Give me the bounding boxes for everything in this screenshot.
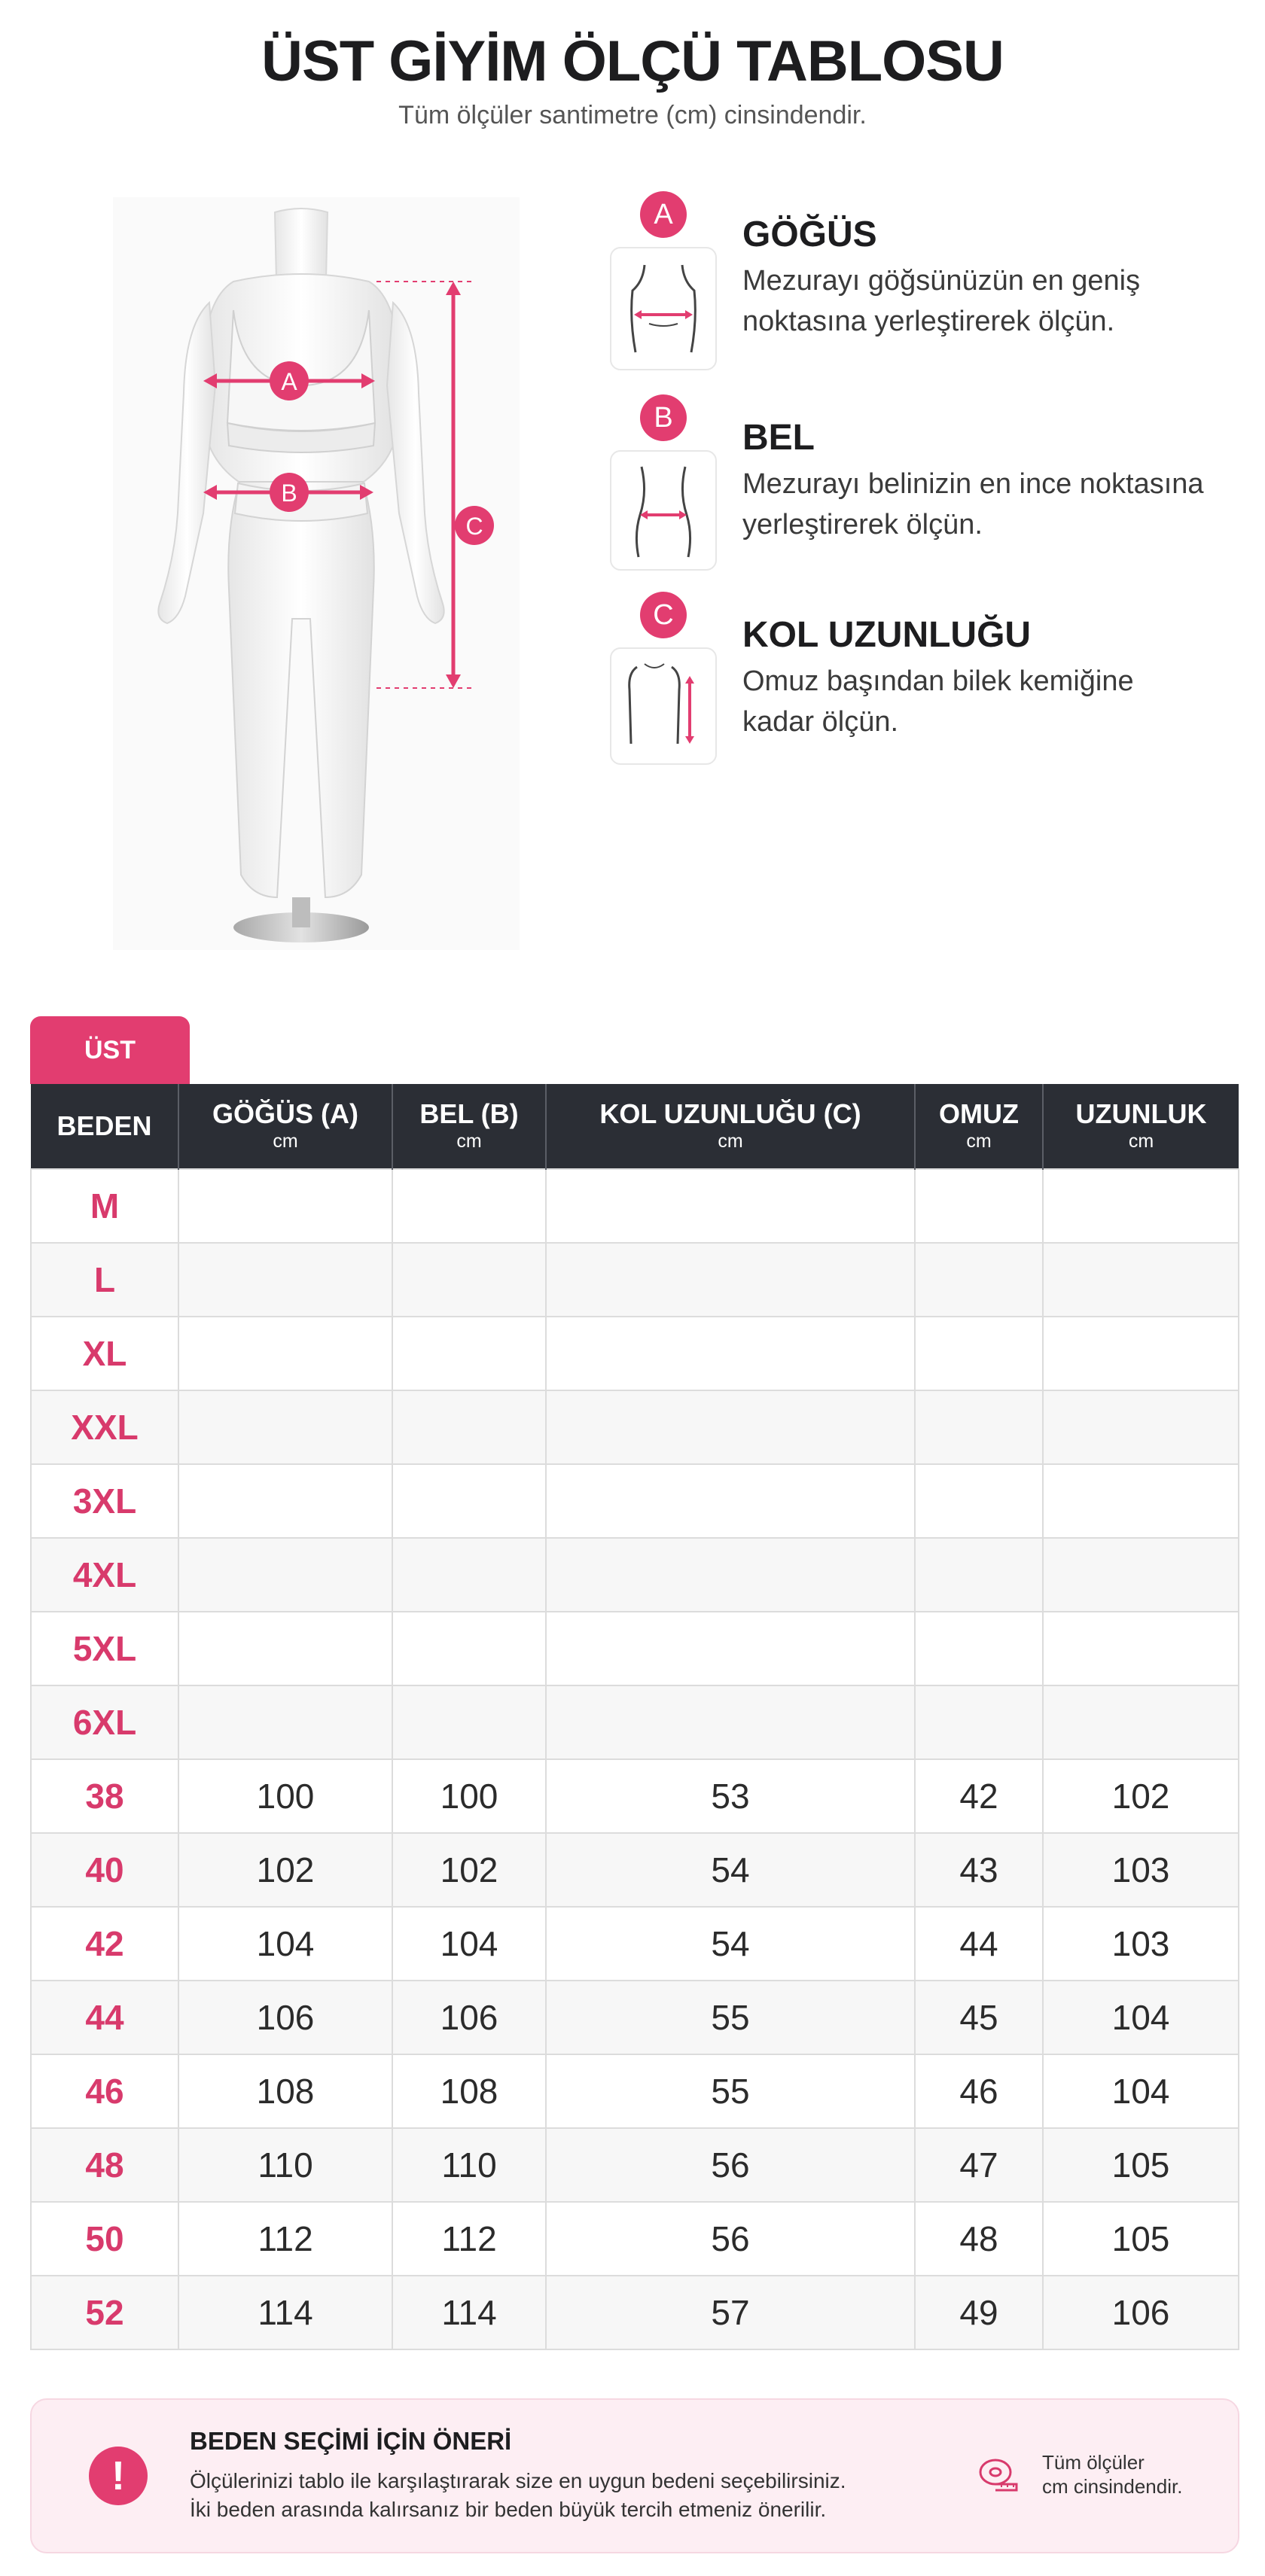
measurement-cell: 43 xyxy=(915,1833,1043,1907)
measuring-tape-icon xyxy=(977,2456,1020,2497)
measurement-cell xyxy=(546,1685,915,1759)
measurement-cell: 49 xyxy=(915,2276,1043,2349)
measurement-cell: 110 xyxy=(392,2128,546,2202)
measurement-cell: 104 xyxy=(392,1907,546,1981)
mannequin-illustration xyxy=(113,197,520,950)
guide-badge-b: B xyxy=(640,394,687,441)
table-row xyxy=(31,2128,1239,2202)
table-row xyxy=(31,1685,1239,1759)
measurement-cell xyxy=(178,1317,392,1390)
column-header xyxy=(546,1084,915,1169)
measurement-cell: 55 xyxy=(546,2054,915,2128)
measurement-cell xyxy=(178,1169,392,1243)
guide-desc-line: Omuz başından bilek kemiğine xyxy=(742,665,1134,697)
measurement-cell xyxy=(392,1685,546,1759)
measurement-cell xyxy=(915,1538,1043,1612)
column-header-label: UZUNLUK xyxy=(1075,1098,1207,1129)
measurement-cell: 104 xyxy=(1043,2054,1239,2128)
measurement-cell: 114 xyxy=(392,2276,546,2349)
measurement-cell: 54 xyxy=(546,1907,915,1981)
measurement-cell xyxy=(915,1612,1043,1685)
measurement-cell xyxy=(1043,1464,1239,1538)
guide-chest xyxy=(608,191,1241,372)
measurement-cell xyxy=(1043,1390,1239,1464)
column-header-unit: cm xyxy=(966,1131,992,1152)
measurement-cell xyxy=(392,1243,546,1317)
measurement-cell: 56 xyxy=(546,2202,915,2276)
note-line-2: İki beden arasında kalırsanız bir beden büyük tercih etmeniz önerilir. xyxy=(190,2498,827,2521)
measurement-cell xyxy=(915,1685,1043,1759)
page-subtitle: Tüm ölçüler santimetre (cm) cinsindendir. xyxy=(398,101,867,129)
size-label-cell: 42 xyxy=(31,1907,178,1981)
measurement-cell xyxy=(546,1317,915,1390)
measurement-cell xyxy=(1043,1685,1239,1759)
size-label-cell: 6XL xyxy=(31,1685,178,1759)
table-row xyxy=(31,1390,1239,1464)
size-table xyxy=(30,1084,1239,2350)
measurement-cell: 106 xyxy=(1043,2276,1239,2349)
measurement-cell xyxy=(178,1390,392,1464)
marker-c: C xyxy=(465,513,483,540)
column-header xyxy=(1043,1084,1239,1169)
measurement-cell: 42 xyxy=(915,1759,1043,1833)
measurement-cell: 44 xyxy=(915,1907,1043,1981)
arm-measure-icon xyxy=(610,647,717,765)
measurement-cell xyxy=(915,1169,1043,1243)
measurement-cell: 106 xyxy=(392,1981,546,2054)
size-label-cell: 4XL xyxy=(31,1538,178,1612)
measurement-cell: 102 xyxy=(178,1833,392,1907)
measurement-cell: 102 xyxy=(1043,1759,1239,1833)
measurement-cell xyxy=(392,1317,546,1390)
measurement-cell xyxy=(1043,1243,1239,1317)
measurement-cell xyxy=(915,1317,1043,1390)
measurement-cell: 55 xyxy=(546,1981,915,2054)
table-row xyxy=(31,1833,1239,1907)
measurement-cell: 104 xyxy=(1043,1981,1239,2054)
table-row xyxy=(31,2054,1239,2128)
guide-desc-waist xyxy=(742,464,1239,545)
guide-badge-c: C xyxy=(640,592,687,638)
column-header xyxy=(31,1084,178,1169)
guide-title-waist: BEL xyxy=(742,418,815,458)
measurement-cell xyxy=(392,1390,546,1464)
note-line-1: Ölçülerinizi tablo ile karşılaştırarak size en uygun bedeni seçebilirsiniz. xyxy=(190,2469,846,2492)
measurement-cell xyxy=(1043,1538,1239,1612)
alert-icon: ! xyxy=(89,2447,148,2505)
measurement-cell: 106 xyxy=(178,1981,392,2054)
measurement-cell xyxy=(392,1538,546,1612)
column-header-label: BEL (B) xyxy=(419,1098,519,1129)
measurement-cell: 100 xyxy=(178,1759,392,1833)
table-body xyxy=(31,1169,1239,2349)
size-label-cell: 46 xyxy=(31,2054,178,2128)
measurement-cell: 46 xyxy=(915,2054,1043,2128)
note-title: BEDEN SEÇİMİ İÇİN ÖNERİ xyxy=(190,2427,512,2455)
measurement-cell: 100 xyxy=(392,1759,546,1833)
size-label-cell: M xyxy=(31,1169,178,1243)
table-row xyxy=(31,1981,1239,2054)
column-header-label: OMUZ xyxy=(939,1098,1019,1129)
column-header-unit: cm xyxy=(456,1131,482,1152)
measurement-cell: 104 xyxy=(178,1907,392,1981)
size-label-cell: 44 xyxy=(31,1981,178,2054)
chest-measure-icon xyxy=(610,247,717,370)
guide-desc-line: noktasına yerleştirerek ölçün. xyxy=(742,306,1115,337)
measurement-cell xyxy=(915,1390,1043,1464)
measurement-cell: 54 xyxy=(546,1833,915,1907)
measurement-cell: 57 xyxy=(546,2276,915,2349)
measurement-cell xyxy=(546,1243,915,1317)
table-row xyxy=(31,1612,1239,1685)
measurement-cell xyxy=(178,1538,392,1612)
size-label-cell: L xyxy=(31,1243,178,1317)
table-header-row xyxy=(31,1084,1239,1169)
measurement-cell xyxy=(392,1464,546,1538)
size-label-cell: 40 xyxy=(31,1833,178,1907)
measurement-cell xyxy=(178,1612,392,1685)
measurement-cell xyxy=(178,1243,392,1317)
measurement-cell xyxy=(546,1390,915,1464)
waist-measure-icon xyxy=(610,450,717,571)
measurement-cell: 112 xyxy=(392,2202,546,2276)
tab-ust[interactable]: ÜST xyxy=(30,1016,190,1084)
size-label-cell: XXL xyxy=(31,1390,178,1464)
measurement-cell xyxy=(1043,1612,1239,1685)
measurement-cell xyxy=(915,1464,1043,1538)
measurement-cell: 56 xyxy=(546,2128,915,2202)
measurement-cell xyxy=(546,1169,915,1243)
column-header-unit: cm xyxy=(1128,1131,1154,1152)
marker-b: B xyxy=(281,480,297,507)
measurement-cell xyxy=(546,1538,915,1612)
measurement-cell: 102 xyxy=(392,1833,546,1907)
measurement-cell: 114 xyxy=(178,2276,392,2349)
table-row xyxy=(31,1759,1239,1833)
mannequin-figure xyxy=(113,197,520,950)
size-label-cell: 48 xyxy=(31,2128,178,2202)
column-header-unit: cm xyxy=(718,1131,743,1152)
measurement-cell: 45 xyxy=(915,1981,1043,2054)
guide-title-arm: KOL UZUNLUĞU xyxy=(742,615,1032,655)
guide-desc-line: yerleştirerek ölçün. xyxy=(742,509,983,540)
measurement-cell xyxy=(915,1243,1043,1317)
measurement-cell xyxy=(392,1612,546,1685)
measurement-cell: 108 xyxy=(392,2054,546,2128)
table-row xyxy=(31,1907,1239,1981)
guide-desc-line: Mezurayı belinizin en ince noktasına xyxy=(742,468,1204,500)
measurement-cell: 112 xyxy=(178,2202,392,2276)
guide-badge-a: A xyxy=(640,191,687,238)
guide-title-chest: GÖĞÜS xyxy=(742,215,877,254)
measurement-cell xyxy=(178,1464,392,1538)
guide-desc-chest xyxy=(742,260,1239,342)
column-header-label: GÖĞÜS (A) xyxy=(212,1098,358,1129)
table-row xyxy=(31,1243,1239,1317)
measurement-cell xyxy=(1043,1169,1239,1243)
table-row xyxy=(31,2202,1239,2276)
size-label-cell: 5XL xyxy=(31,1612,178,1685)
column-header xyxy=(178,1084,392,1169)
measurement-cell: 110 xyxy=(178,2128,392,2202)
measurement-cell xyxy=(546,1464,915,1538)
measurement-cell: 103 xyxy=(1043,1833,1239,1907)
measurement-cell xyxy=(178,1685,392,1759)
size-label-cell: 38 xyxy=(31,1759,178,1833)
note-side-line-2: cm cinsindendir. xyxy=(1042,2475,1183,2498)
guide-arm xyxy=(608,592,1241,772)
measurement-cell xyxy=(392,1169,546,1243)
table-row xyxy=(31,2276,1239,2349)
size-label-cell: 52 xyxy=(31,2276,178,2349)
column-header-label: KOL UZUNLUĞU (C) xyxy=(599,1098,861,1129)
marker-a: A xyxy=(281,368,297,395)
guide-desc-arm xyxy=(742,661,1239,742)
table-row xyxy=(31,1317,1239,1390)
column-header-label: BEDEN xyxy=(56,1110,152,1141)
page-title: ÜST GİYİM ÖLÇÜ TABLOSU xyxy=(261,29,1004,93)
note-side-line-1: Tüm ölçüler xyxy=(1042,2451,1145,2474)
size-label-cell: 50 xyxy=(31,2202,178,2276)
table-row xyxy=(31,1538,1239,1612)
table-row xyxy=(31,1169,1239,1243)
measurement-cell xyxy=(1043,1317,1239,1390)
measurement-cell: 105 xyxy=(1043,2202,1239,2276)
column-header xyxy=(915,1084,1043,1169)
measurement-cell: 105 xyxy=(1043,2128,1239,2202)
size-advice-note xyxy=(30,2398,1239,2553)
measurement-cell: 48 xyxy=(915,2202,1043,2276)
guide-desc-line: kadar ölçün. xyxy=(742,706,899,738)
measurement-cell: 103 xyxy=(1043,1907,1239,1981)
size-label-cell: 3XL xyxy=(31,1464,178,1538)
measurement-cell: 53 xyxy=(546,1759,915,1833)
measurement-cell xyxy=(546,1612,915,1685)
measurement-cell: 108 xyxy=(178,2054,392,2128)
guide-desc-line: Mezurayı göğsünüzün en geniş xyxy=(742,265,1141,297)
measurement-cell: 47 xyxy=(915,2128,1043,2202)
guide-waist xyxy=(608,394,1241,575)
table-row xyxy=(31,1464,1239,1538)
size-label-cell: XL xyxy=(31,1317,178,1390)
column-header xyxy=(392,1084,546,1169)
column-header-unit: cm xyxy=(273,1131,298,1152)
